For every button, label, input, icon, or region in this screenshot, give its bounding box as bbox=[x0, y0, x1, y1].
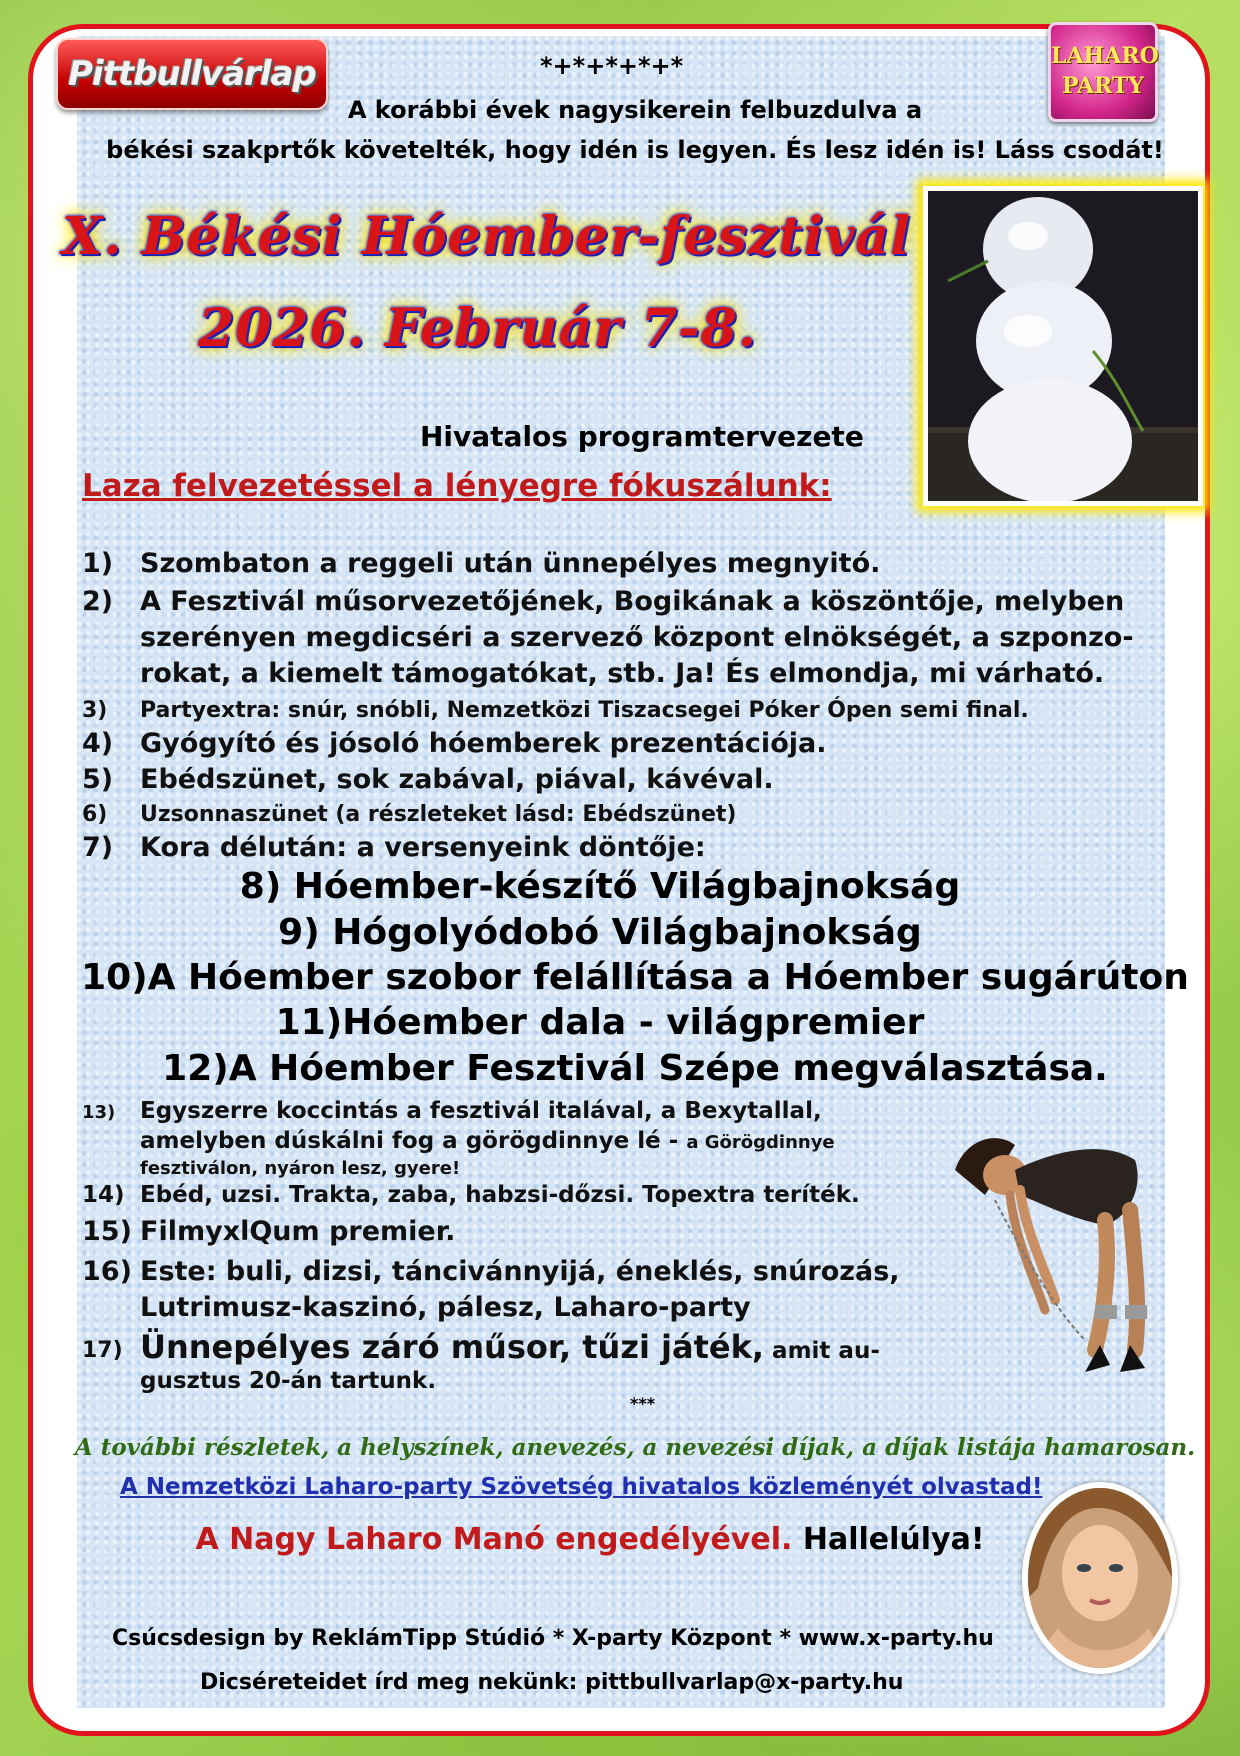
item-number: 2) bbox=[82, 586, 114, 617]
highlight-item: 11)Hóember dala - világpremier bbox=[275, 1002, 925, 1043]
item-text-small: amit au- bbox=[764, 1338, 880, 1364]
dancer-figure bbox=[935, 1110, 1165, 1390]
item-text: Kora délután: a versenyeink döntője: bbox=[140, 832, 706, 863]
item-number: 13) bbox=[82, 1102, 116, 1123]
item-number: 6) bbox=[82, 802, 108, 827]
item-text: Partyextra: snúr, snóbli, Nemzetközi Tiszacsegei Póker Ópen semi final. bbox=[140, 698, 1029, 723]
blessing-red: A Nagy Laharo Manó engedélyével. bbox=[195, 1522, 793, 1557]
item-text: Ebédszünet, sok zabával, piával, kávéval. bbox=[140, 764, 774, 795]
item-text: fesztiválon, nyáron lesz, gyere! bbox=[140, 1158, 461, 1179]
blessing-line bbox=[0, 1522, 1080, 1557]
item-text: FilmyxlQum premier. bbox=[140, 1216, 456, 1247]
item-number: 16) bbox=[82, 1256, 132, 1287]
item-text: Gyógyító és jósoló hóemberek prezentációja. bbox=[140, 728, 827, 759]
highlight-item: 10)A Hóember szobor felállítása a Hóember sugárúton bbox=[81, 957, 1189, 998]
highlight-item: 8) Hóember-készítő Világbajnokság bbox=[239, 866, 961, 907]
details-note: A további részletek, a helyszínek, anevezés, a nevezési díjak, a díjak listája hamarosan. bbox=[74, 1434, 1196, 1461]
program-subtitle: Hivatalos programtervezete bbox=[420, 420, 864, 453]
item-text: Uzsonnaszünet (a részleteket lásd: Ebédszünet) bbox=[140, 802, 737, 827]
item-number: 17) bbox=[82, 1338, 123, 1363]
item-number: 7) bbox=[82, 832, 114, 863]
item-number: 4) bbox=[82, 728, 114, 759]
header-stars: *+*+*+*+* bbox=[540, 52, 684, 80]
credit-line: Csúcsdesign by ReklámTipp Stúdió * X-party Központ * www.x-party.hu bbox=[112, 1626, 994, 1651]
item-text-big: Ünnepélyes záró műsor, tűzi játék, bbox=[140, 1328, 765, 1366]
item-number: 14) bbox=[82, 1182, 125, 1208]
item-number: 15) bbox=[82, 1216, 132, 1247]
snowman-photo bbox=[923, 186, 1203, 506]
item-text: Egyszerre koccintás a fesztivál italával, a Bexytallal, bbox=[140, 1098, 822, 1124]
laharo-logo-line1: LAHARO bbox=[1051, 43, 1159, 69]
announcement-link[interactable]: A Nemzetközi Laharo-party Szövetség hivatalos közleményét olvastad! bbox=[120, 1474, 1043, 1500]
item-text: gusztus 20-án tartunk. bbox=[140, 1368, 437, 1394]
program-lead: Laza felvezetéssel a lényegre fókuszálunk: bbox=[82, 468, 832, 504]
highlight-item: 12)A Hóember Fesztivál Szépe megválasztása. bbox=[162, 1048, 1108, 1089]
intro-line1: A korábbi évek nagysikerein felbuzdulva a bbox=[347, 96, 923, 124]
item-text: Ebéd, uzsi. Trakta, zaba, habzsi-dőzsi. Topextra teríték. bbox=[140, 1182, 860, 1208]
portrait-photo bbox=[1022, 1482, 1178, 1674]
item-number: 3) bbox=[82, 698, 108, 723]
item-text-small: a Görögdinnye bbox=[686, 1132, 835, 1153]
laharo-logo-line2: PARTY bbox=[1062, 73, 1144, 99]
item-text-part: amelyben dúskálni fog a görögdinnye lé - bbox=[140, 1128, 687, 1154]
pittbull-logo: Pittbullvárlap bbox=[56, 38, 328, 110]
item-text: A Fesztivál műsorvezetőjének, Bogikának a köszöntője, melyben bbox=[140, 586, 1125, 617]
intro-line2: békési szakprtők követelték, hogy idén is legyen. És lesz idén is! Láss csodát! bbox=[106, 136, 1164, 164]
festival-title: X. Békési Hóember-fesztivál bbox=[62, 206, 911, 267]
item-number: 1) bbox=[82, 548, 114, 579]
blessing-black: Hallelúlya! bbox=[792, 1522, 985, 1557]
item-text: szerényen megdicséri a szervező központ elnökségét, a szponzo- bbox=[140, 622, 1134, 653]
footer-stars: *** bbox=[630, 1394, 656, 1413]
item-text: rokat, a kiemelt támogatókat, stb. Ja! És elmondja, mi várható. bbox=[140, 658, 1105, 689]
contact-line: Dicséreteidet írd meg nekünk: pittbullvarlap@x-party.hu bbox=[200, 1670, 904, 1695]
item-text: Este: buli, dizsi, táncivánnyijá, éneklés, snúrozás, bbox=[140, 1256, 900, 1287]
item-number: 5) bbox=[82, 764, 114, 795]
highlight-item: 9) Hógolyódobó Világbajnokság bbox=[278, 912, 922, 953]
festival-date: 2026. Február 7-8. bbox=[198, 298, 757, 359]
item-text: Lutrimusz-kaszinó, pálesz, Laharo-party bbox=[140, 1292, 751, 1323]
item-text: Szombaton a reggeli után ünnepélyes megnyitó. bbox=[140, 548, 881, 579]
